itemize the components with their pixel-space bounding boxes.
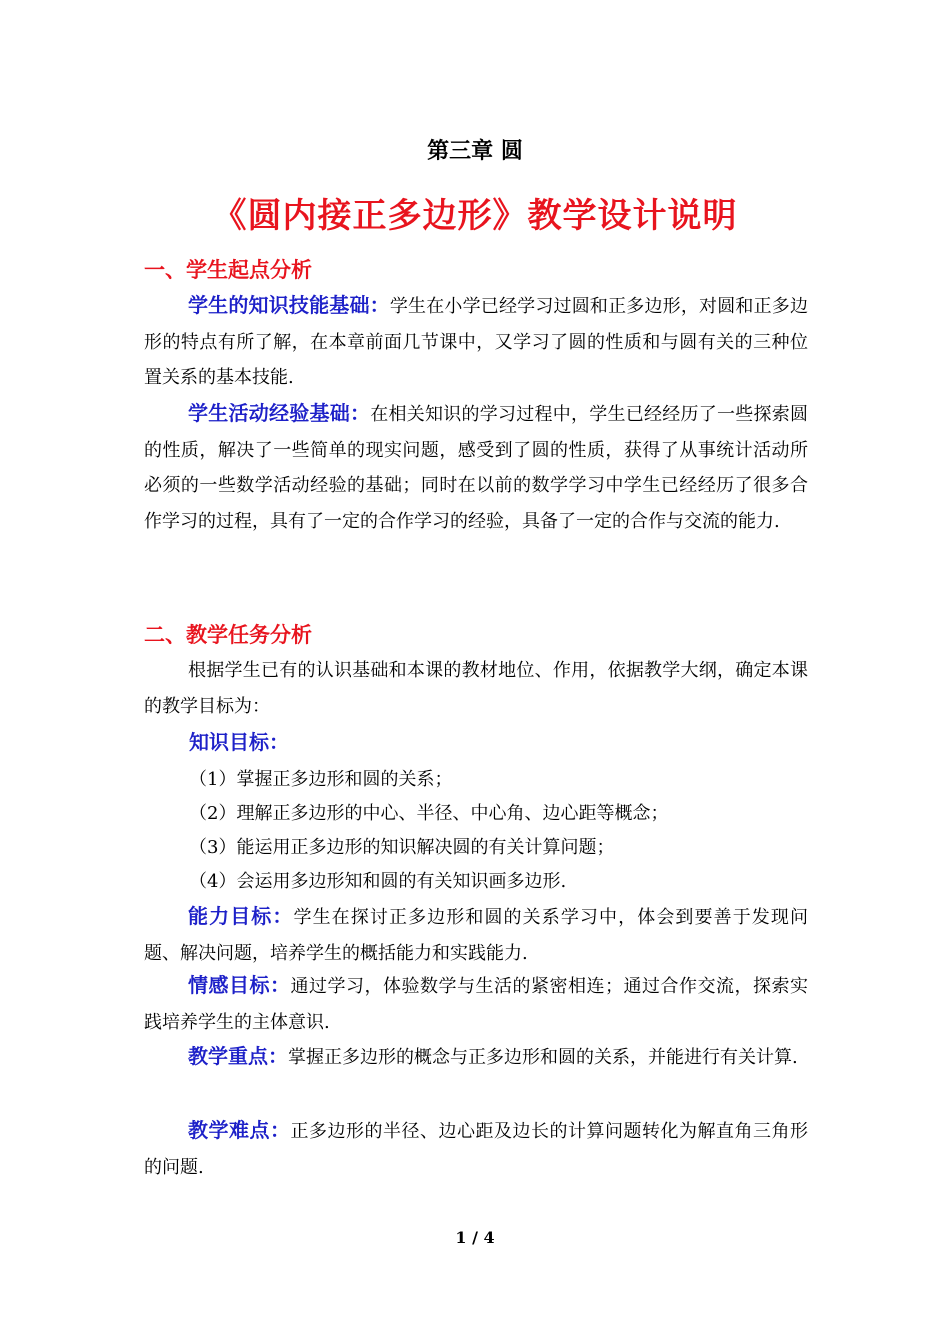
emotion-goal-text: 通过学习，体验数学与生活的紧密相连；通过合作交流，探索实践培养学生的主体意识.	[144, 976, 808, 1033]
difficulty-text: 正多边形的半径、边心距及边长的计算问题转化为解直角三角形的问题.	[144, 1121, 808, 1178]
goal-item-4: （4）会运用多边形知和圆的有关知识画多边形.	[189, 871, 567, 892]
activity-experience-text: 在相关知识的学习过程中，学生已经经历了一些探索圆的性质，解决了一些简单的现实问题，感受到了圆的性质，获得了从事统计活动所必须的一些数学活动经验的基础；同时在以前的数学学习中学生已经经历了很多合作学习的过程，具有了一定的合作学习的经验，具备了一定的合作与交流的能力.	[144, 404, 808, 532]
knowledge-goal-label: 知识目标：	[189, 730, 289, 754]
difficulty-label: 教学难点：	[188, 1118, 291, 1142]
goal-item-3: （3）能运用正多边形的知识解决圆的有关计算问题；	[189, 837, 615, 858]
intro-paragraph: 根据学生已有的认识基础和本课的教材地位、作用，依据教学大纲，确定本课的教学目标为：	[144, 660, 808, 717]
section-heading-1: 一、学生起点分析	[144, 257, 312, 282]
knowledge-skill-paragraph	[144, 288, 808, 396]
ability-goal-paragraph	[144, 899, 808, 971]
knowledge-skill-text: 学生在小学已经学习过圆和正多边形，对圆和正多边形的特点有所了解，在本章前面几节课中，又学习了圆的性质和与圆有关的三种位置关系的基本技能.	[144, 296, 808, 388]
emotion-goal-paragraph	[144, 968, 808, 1040]
ability-goal-label: 能力目标：	[188, 904, 294, 928]
goal-item-2: （2）理解正多边形的中心、半径、中心角、边心距等概念；	[189, 803, 669, 824]
chapter-title: 第三章 圆	[427, 138, 523, 164]
knowledge-skill-label: 学生的知识技能基础：	[188, 293, 390, 317]
section-heading-2: 二、教学任务分析	[144, 622, 312, 647]
activity-experience-label: 学生活动经验基础：	[188, 401, 371, 425]
goal-item-1: （1）掌握正多边形和圆的关系；	[189, 769, 453, 790]
key-point-text: 掌握正多边形的概念与正多边形和圆的关系，并能进行有关计算.	[288, 1047, 798, 1068]
document-title: 《圆内接正多边形》教学设计说明	[212, 196, 738, 236]
emotion-goal-label: 情感目标：	[188, 973, 291, 997]
key-point-label: 教学重点：	[188, 1044, 288, 1068]
page-number: 1 / 4	[455, 1228, 495, 1247]
difficulty-paragraph	[144, 1113, 808, 1185]
ability-goal-text: 学生在探讨正多边形和圆的关系学习中，体会到要善于发现问题、解决问题，培养学生的概括能力和实践能力.	[144, 907, 808, 964]
key-point-paragraph	[144, 1039, 808, 1076]
activity-experience-paragraph	[144, 396, 808, 539]
